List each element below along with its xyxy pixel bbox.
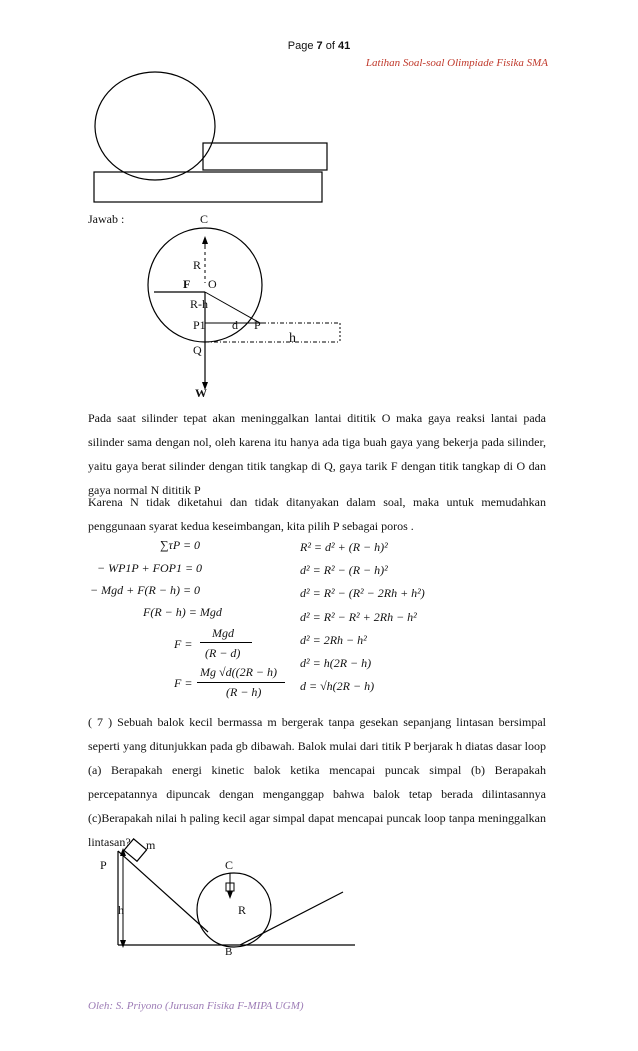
- label-B-fig2: B: [225, 946, 233, 958]
- frac1-denominator: (R − d): [205, 646, 241, 660]
- eq-left-3: − Mgd + F(R − h) = 0: [90, 583, 201, 597]
- paragraph-1: Pada saat silinder tepat akan meninggalkan lantai dititik O maka gaya reaksi lantai pada silinder sama dengan nol, oleh karena itu hanya ada tiga buah gaya yang bekerja pada silinder, yaitu gaya berat silinder dengan titik tangkap di Q, gaya tarik F dengan titik tangkap di O dan gaya normal N dititik P: [88, 411, 546, 497]
- label-R-h: R-h: [190, 297, 208, 311]
- frac2-denominator: (R − h): [226, 685, 262, 699]
- eq-right-3: d² = R² − (R² − 2Rh + h²): [300, 586, 425, 600]
- ramp-right: [240, 892, 343, 945]
- label-W: W: [195, 386, 207, 400]
- label-P1: P1: [193, 318, 206, 332]
- label-P-fig2: P: [100, 858, 107, 872]
- problem-7-text: ( 7 ) Sebuah balok kecil bermassa m bergerak tanpa gesekan sepanjang lintasan bersimpal seperti yang ditunjukkan pada gb dibawah. Balok mulai dari titik P berjarak h diatas dasar loop (a) Berapakah energi kinetic balok ketika mencapai puncak simpal (b) Berapakah percepatannya dipuncak dengan menganggap bahwa balok tetap berada dilintasannya (c)Berapakah nilai h paling kecil agar simpal dapat mencapai puncak loop tanpa meninggalkan lintasan?: [88, 715, 546, 849]
- frac2-bar: [197, 682, 285, 683]
- frac2-numerator: Mg √d((2R − h): [200, 665, 277, 679]
- frac2-lhs: F =: [174, 676, 193, 690]
- label-C-fig2: C: [225, 858, 234, 872]
- running-title: Latihan Soal-soal Olimpiade Fisika SMA: [365, 57, 548, 69]
- eq-right-7: d = √h(2R − h): [300, 679, 375, 693]
- step-block: [203, 143, 327, 170]
- label-F: F: [183, 277, 191, 291]
- frac1-numerator: Mgd: [212, 626, 234, 640]
- label-h: h: [289, 331, 296, 346]
- floor-block: [94, 172, 322, 202]
- eq-right-1: R² = d² + (R − h)²: [300, 540, 388, 554]
- ramp-left: [118, 851, 208, 932]
- label-d: d: [232, 318, 238, 332]
- eq-left-1: ∑τP = 0: [160, 538, 201, 552]
- label-P: P: [254, 318, 261, 332]
- label-h-fig2: h: [118, 903, 124, 917]
- label-C: C: [200, 212, 209, 226]
- footer-author: Oleh: S. Priyono (Jurusan Fisika F-MIPA UGM): [88, 1000, 304, 1012]
- cylinder-top-circle: [95, 72, 215, 180]
- label-Q: Q: [193, 343, 202, 357]
- eq-right-4: d² = R² − R² + 2Rh − h²: [300, 610, 417, 624]
- eq-right-2: d² = R² − (R − h)²: [300, 563, 388, 577]
- label-m: m: [146, 838, 156, 852]
- eq-left-2: − WP1P + FOP1 = 0: [97, 561, 203, 575]
- paragraph-2: Karena N tidak diketahui dan tidak ditanyakan dalam soal, maka untuk memudahkan penggunaan syarat kedua keseimbangan, kita pilih P sebagai poros .: [88, 495, 546, 533]
- label-R: R: [193, 258, 202, 272]
- eq-left-4: F(R − h) = Mgd: [143, 605, 222, 619]
- frac1-bar: [200, 642, 252, 643]
- label-O: O: [208, 277, 217, 291]
- page-number: Page 7 of 41: [287, 40, 351, 52]
- arrow-up: [202, 236, 208, 244]
- frac1-lhs: F =: [174, 637, 193, 651]
- answer-label: Jawab :: [88, 212, 125, 226]
- label-R-fig2: R: [238, 903, 247, 917]
- eq-right-5: d² = 2Rh − h²: [300, 633, 367, 647]
- eq-right-6: d² = h(2R − h): [300, 656, 372, 670]
